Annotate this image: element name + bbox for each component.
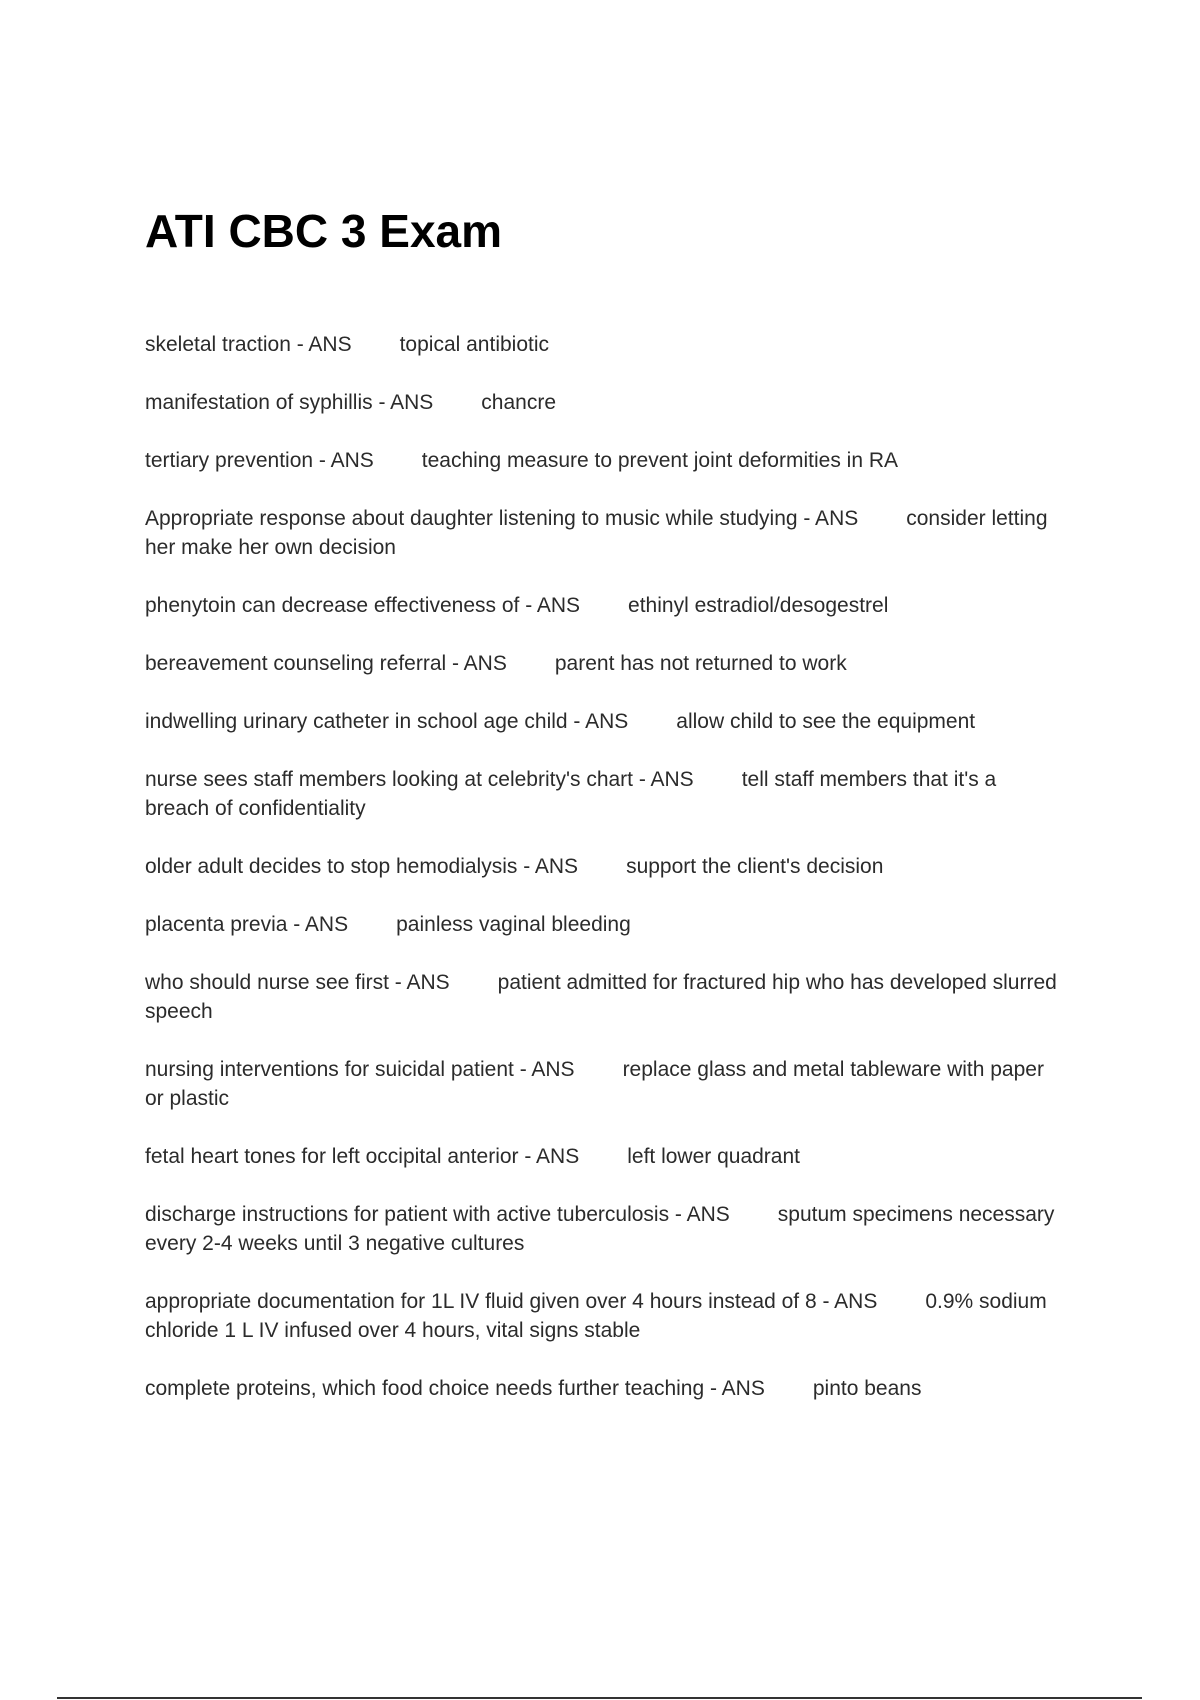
list-item	[145, 910, 1060, 939]
answer-text: 0.9% sodium chloride 1 L IV infused over 4 hours, vital signs stable	[145, 1290, 1047, 1342]
list-item	[145, 765, 1060, 823]
list-item	[145, 707, 1060, 736]
question-text: indwelling urinary catheter in school age child - ANS	[145, 710, 629, 733]
question-text: who should nurse see first - ANS	[145, 971, 450, 994]
list-item	[145, 649, 1060, 678]
answer-text: topical antibiotic	[399, 333, 550, 356]
list-item	[145, 852, 1060, 881]
footer-divider	[57, 1697, 1142, 1699]
list-item	[145, 330, 1060, 359]
question-text: discharge instructions for patient with active tuberculosis - ANS	[145, 1203, 730, 1226]
list-item	[145, 1200, 1060, 1258]
answer-text: painless vaginal bleeding	[396, 913, 631, 936]
answer-text: consider letting her make her own decision	[145, 507, 1048, 559]
answer-text: pinto beans	[812, 1377, 922, 1400]
question-text: appropriate documentation for 1L IV fluid given over 4 hours instead of 8 - ANS	[145, 1290, 878, 1313]
question-text: tertiary prevention - ANS	[145, 449, 374, 472]
answer-text: ethinyl estradiol/desogestrel	[628, 594, 889, 617]
page-title: ATI CBC 3 Exam	[145, 205, 503, 257]
question-text: placenta previa - ANS	[145, 913, 349, 936]
question-text: bereavement counseling referral - ANS	[145, 652, 507, 675]
answer-text: patient admitted for fractured hip who has developed slurred speech	[145, 971, 1057, 1023]
list-item	[145, 446, 1060, 475]
qa-list	[145, 330, 1060, 1432]
question-text: phenytoin can decrease effectiveness of - ANS	[145, 594, 581, 617]
list-item	[145, 1055, 1060, 1113]
list-item	[145, 968, 1060, 1026]
answer-text: sputum specimens necessary every 2-4 weeks until 3 negative cultures	[145, 1203, 1055, 1255]
list-item	[145, 1142, 1060, 1171]
question-text: skeletal traction - ANS	[145, 333, 352, 356]
question-text: complete proteins, which food choice needs further teaching - ANS	[145, 1377, 765, 1400]
list-item	[145, 1287, 1060, 1345]
question-text: nursing interventions for suicidal patient - ANS	[145, 1058, 575, 1081]
answer-text: teaching measure to prevent joint deformities in RA	[421, 449, 899, 472]
question-text: Appropriate response about daughter listening to music while studying - ANS	[145, 507, 859, 530]
question-text: nurse sees staff members looking at celebrity's chart - ANS	[145, 768, 694, 791]
answer-text: left lower quadrant	[627, 1145, 800, 1168]
list-item	[145, 388, 1060, 417]
answer-text: parent has not returned to work	[554, 652, 847, 675]
answer-text: replace glass and metal tableware with paper or plastic	[145, 1058, 1044, 1110]
list-item	[145, 504, 1060, 562]
answer-text: chancre	[481, 391, 557, 414]
answer-text: allow child to see the equipment	[676, 710, 976, 733]
question-text: fetal heart tones for left occipital anterior - ANS	[145, 1145, 580, 1168]
list-item	[145, 1374, 1060, 1403]
question-text: older adult decides to stop hemodialysis - ANS	[145, 855, 579, 878]
list-item	[145, 591, 1060, 620]
answer-text: tell staff members that it's a breach of confidentiality	[145, 768, 997, 820]
answer-text: support the client's decision	[626, 855, 884, 878]
question-text: manifestation of syphillis - ANS	[145, 391, 434, 414]
